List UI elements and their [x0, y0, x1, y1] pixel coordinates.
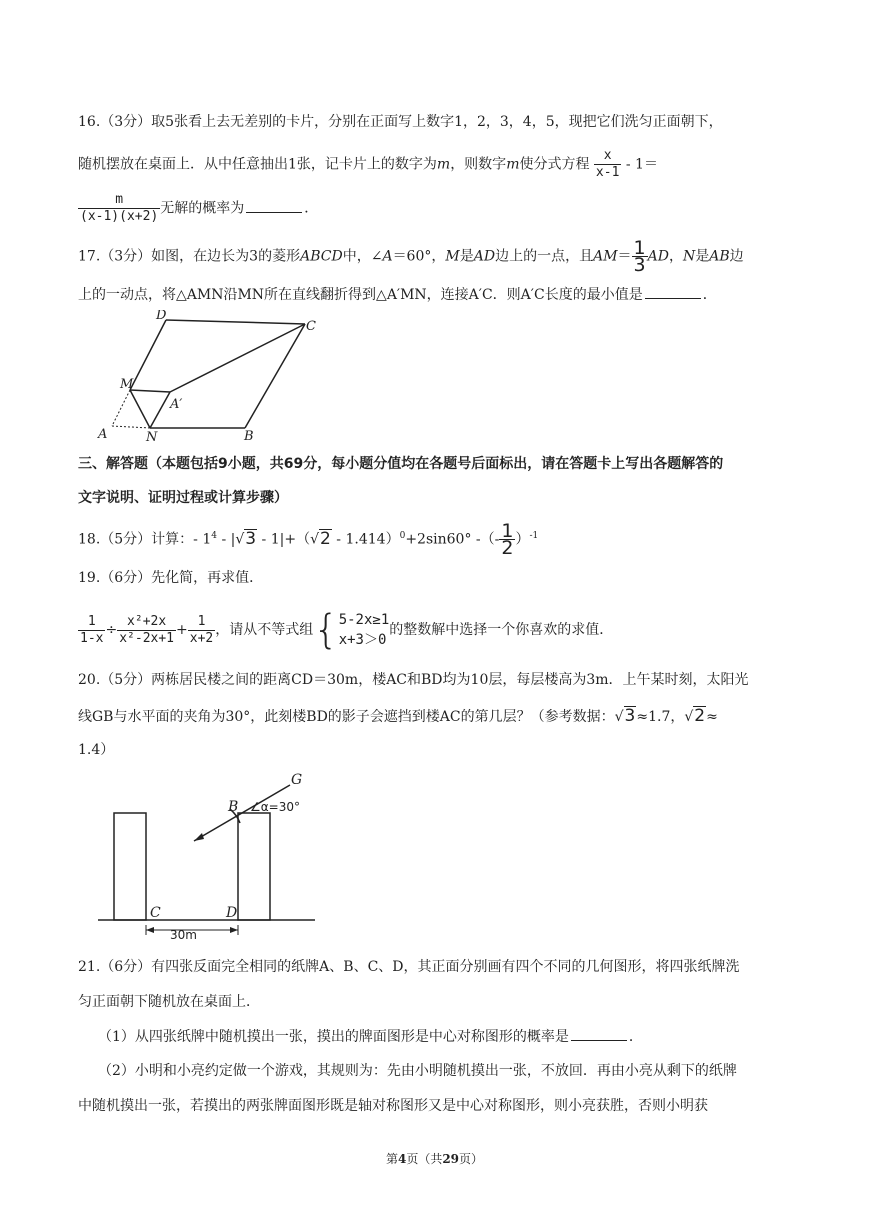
- arrow-head: [194, 833, 204, 841]
- label-b: B: [228, 799, 239, 815]
- text: +2sin60° -（-: [405, 531, 500, 548]
- label-a: A: [98, 427, 108, 442]
- text: 页）: [459, 1152, 484, 1166]
- page-footer: [0, 1150, 869, 1167]
- text: 边上的一点，且: [495, 248, 594, 265]
- dimension-arrow-right: [230, 927, 238, 933]
- text: 是: [459, 248, 474, 265]
- label-d: D: [226, 905, 238, 921]
- var-m: m: [506, 156, 520, 173]
- answer-blank: [571, 1026, 627, 1041]
- fraction-one-third: $\frac{1}{3}$: [633, 237, 646, 276]
- q18-line: 18.（5分）计算：- $1^4 - |√3 - 1|+(√2 - 1.414)^0+2\sin 60^\circ$ -（- $\frac{1}{2}$ ）$^{-1}$: [78, 520, 539, 559]
- building-ac: [114, 813, 146, 920]
- fraction-1-over-x-2: $\frac{1}{x+2}$: [189, 613, 214, 646]
- sqrt-2: 2: [694, 706, 706, 726]
- dashed-ma: [112, 390, 130, 426]
- brace: {: [313, 607, 339, 653]
- text: ÷: [105, 622, 118, 638]
- sup: -1: [529, 530, 539, 541]
- text: 线GB与水平面的夹角为30°，此刻楼BD的影子会遮挡到楼AC的第几层？（参考数据：: [78, 709, 615, 725]
- segment-ma: [130, 390, 170, 392]
- section-3-heading-line1: 三、解答题（本题包括9小题，共69分，每小题分值均在各题号后面标出，请在答题卡上写出各题解答的: [78, 456, 724, 472]
- fraction-m-over-product: $\frac{m}{(x-1)(x+2)}$: [80, 192, 159, 224]
- angle-label: ∠α=30°: [250, 800, 300, 814]
- answer-blank: [645, 284, 701, 299]
- sqrt-3: 3: [624, 706, 636, 726]
- total-pages: 29: [442, 1152, 460, 1166]
- q20-line3: 1.4）: [78, 742, 115, 758]
- label-b: B: [244, 429, 254, 444]
- text: 是: [695, 248, 710, 265]
- q21-part1: [98, 1026, 643, 1047]
- q21-line1: 21.（6分）有四张反面完全相同的纸牌A、B、C、D，其正面分别画有四个不同的几何图形，将四张纸牌洗: [78, 959, 740, 975]
- text: ．: [702, 287, 717, 303]
- text: 第: [385, 1152, 398, 1166]
- label-c: C: [150, 905, 161, 921]
- label-m: M: [120, 377, 134, 392]
- q16-line1: 16.（3分）取5张看上去无差别的卡片，分别在正面写上数字1，2，3，4，5，现把它们洗匀正面朝下，: [78, 114, 723, 130]
- label-g: G: [291, 772, 303, 788]
- text: ）: [515, 531, 530, 548]
- text: 18.（5分）计算：- 1: [78, 531, 212, 548]
- text: ，请从不等式组: [215, 622, 314, 638]
- label-a-prime: A′: [170, 397, 183, 412]
- buildings-figure: [90, 765, 330, 940]
- text: A: [382, 248, 393, 265]
- answer-blank: [246, 198, 302, 213]
- text: （1）从四张纸牌中随机摸出一张，摸出的牌面图形是中心对称图形的概率是: [98, 1029, 569, 1045]
- sup: 4: [211, 530, 217, 541]
- q20-line1: 20.（5分）两栋居民楼之间的距离CD＝30m，楼AC和BD均为10层，每层楼高为3m．上午某时刻，太阳光: [78, 672, 749, 688]
- text: 使分式方程: [519, 156, 590, 173]
- text: AM: [593, 248, 618, 265]
- fraction-x-over-x-1: $\frac{x}{x-1}$: [595, 148, 620, 180]
- text: ≈1.7，: [636, 709, 685, 725]
- label-c: C: [306, 319, 316, 334]
- text: ．: [304, 200, 319, 217]
- text: 17.（3分）如图，在边长为3的菱形: [78, 248, 301, 265]
- segment-an: [150, 392, 170, 428]
- inequality-system: 5-2x≥1 x+3＞0: [338, 612, 390, 648]
- text: ，则数字: [450, 156, 507, 173]
- text: AD: [473, 248, 496, 265]
- text: 中，∠: [342, 248, 383, 265]
- text: 边: [729, 248, 744, 265]
- text: ＝: [617, 248, 632, 265]
- text: - |: [217, 531, 236, 548]
- text: +: [176, 622, 188, 638]
- sqrt-2: 2: [320, 528, 331, 549]
- fraction-1-over-1-x: $\frac{1}{1-x}$: [80, 613, 104, 646]
- label-n: N: [146, 430, 158, 445]
- distance-label: 30m: [170, 928, 197, 940]
- dashed-an: [112, 426, 150, 428]
- q17-line1: [78, 237, 744, 276]
- q21-part2-line1: （2）小明和小亮约定做一个游戏，其规则为：先由小明随机摸出一张，不放回．再由小亮从剩下的纸牌: [98, 1063, 737, 1079]
- rhombus-figure: [90, 310, 330, 445]
- text: - 1|+（: [257, 531, 311, 548]
- sqrt-3: 3: [245, 528, 257, 549]
- text: ，: [668, 248, 683, 265]
- text: ＝60°，: [392, 248, 446, 265]
- q19-line2: [78, 607, 614, 653]
- segment-dm: [130, 320, 166, 390]
- dimension-arrow-left: [146, 927, 154, 933]
- text: ≈: [706, 709, 718, 725]
- text: AB: [709, 248, 730, 265]
- text: - 1＝: [625, 156, 658, 173]
- text: - 1.414）: [331, 531, 400, 548]
- text: M: [445, 248, 460, 265]
- segment-mn: [130, 390, 150, 428]
- building-bd: [238, 813, 270, 920]
- q21-line2: 匀正面朝下随机放在桌面上．: [78, 994, 260, 1010]
- fraction-one-half: $\frac{1}{2}$: [501, 520, 514, 559]
- segment-dc: [166, 320, 305, 324]
- q20-line2: 线GB与水平面的夹角为30°，此刻楼BD的影子会遮挡到楼AC的第几层？（参考数据：√3≈1.7，√2≈: [78, 706, 718, 726]
- section-3-heading-line2: 文字说明、证明过程或计算步骤）: [78, 490, 288, 506]
- text: AD: [647, 248, 669, 265]
- text: N: [682, 248, 696, 265]
- text: 上的一动点，将△AMN沿MN所在直线翻折得到△A′MN，连接A′C．则A′C长度的最小值是: [78, 287, 643, 303]
- text: 无解的概率为: [160, 200, 245, 217]
- sup: 0: [399, 530, 406, 541]
- var-m: m: [436, 156, 451, 173]
- fraction-quadratic: $\frac{\text{x²+2x}}{\text{x²-2x+1}}$: [119, 613, 175, 646]
- text: 随机摆放在桌面上．从中任意抽出1张，记卡片上的数字为: [78, 156, 437, 173]
- label-d: D: [156, 310, 167, 323]
- q16-line3: [78, 192, 318, 225]
- text: ．: [628, 1029, 643, 1045]
- page-number: 4: [397, 1152, 407, 1166]
- q19-line1: 19.（6分）先化简，再求值．: [78, 570, 264, 586]
- text: 页（共: [406, 1152, 443, 1166]
- text: 的整数解中选择一个你喜欢的求值．: [389, 622, 614, 638]
- q21-part2-line2: 中随机摸出一张，若摸出的两张牌面图形既是轴对称图形又是中心对称图形，则小亮获胜，否则小明获: [78, 1098, 708, 1114]
- text: ABCD: [300, 248, 343, 265]
- q16-line2: [78, 148, 658, 181]
- q17-line2: [78, 284, 717, 305]
